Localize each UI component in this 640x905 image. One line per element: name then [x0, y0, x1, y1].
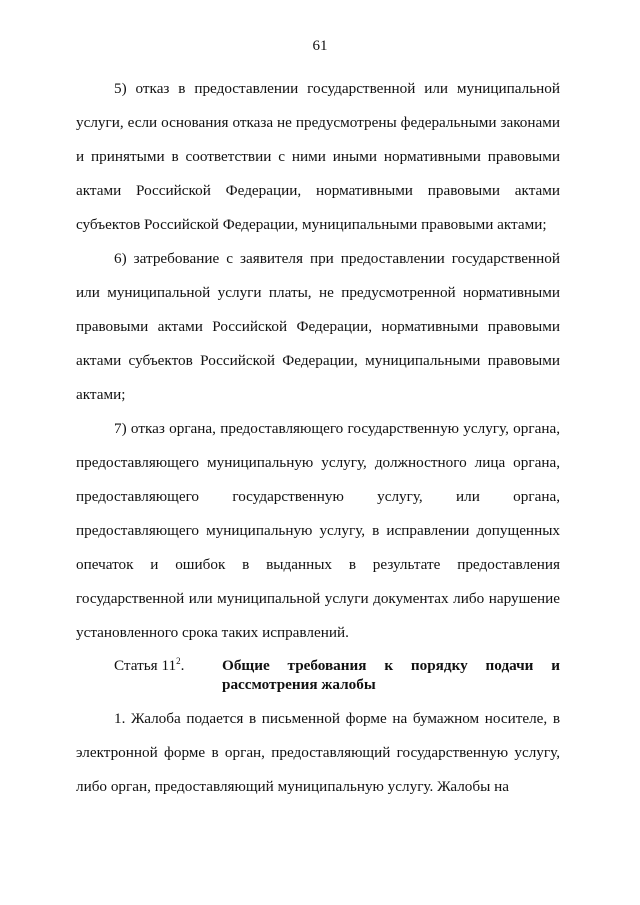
paragraph-item-7: 7) отказ органа, предоставляющего государственную услугу, органа, предоставляющего муниципальную услугу, должностного лица органа, предоставляющего государственную услугу, или органа, предоставляющего муниципальную услугу, в исправлении допущенных опечаток и ошибок в выданных в результате предоставления государственной или муниципальной услуги документах либо нарушение установленного срока таких исправлений.	[76, 420, 560, 641]
paragraph-item-5: 5) отказ в предоставлении государственной или муниципальной услуги, если основания отказа не предусмотрены федеральными законами и принятыми в соответствии с ними иными нормативными правовыми актами Российской Федерации, нормативными правовыми актами субъектов Российской Федерации, муниципальными правовыми актами;	[76, 80, 560, 233]
article-title	[222, 656, 560, 694]
paragraph-complaint-1: 1. Жалоба подается в письменной форме на бумажном носителе, в электронной форме в орган, предоставляющий государственную услугу, либо орган, предоставляющий муниципальную услугу. Жалобы на	[76, 710, 560, 795]
document-body	[76, 72, 560, 804]
article-title-line-2: рассмотрения жалобы	[222, 676, 376, 693]
page-number: 61	[312, 38, 328, 54]
article-superscript: 2	[176, 655, 181, 666]
paragraph-item-6: 6) затребование с заявителя при предоставлении государственной или муниципальной услуги платы, не предусмотренной нормативными правовыми актами Российской Федерации, нормативными правовыми актами субъектов Российской Федерации, муниципальными правовыми актами;	[76, 250, 560, 403]
article-label-suffix: .	[180, 657, 185, 674]
article-label	[76, 656, 222, 694]
article-number: Статья 11	[114, 657, 177, 674]
article-heading	[76, 656, 560, 694]
article-title-line-1: Общие требования к порядку подачи и	[222, 657, 560, 674]
